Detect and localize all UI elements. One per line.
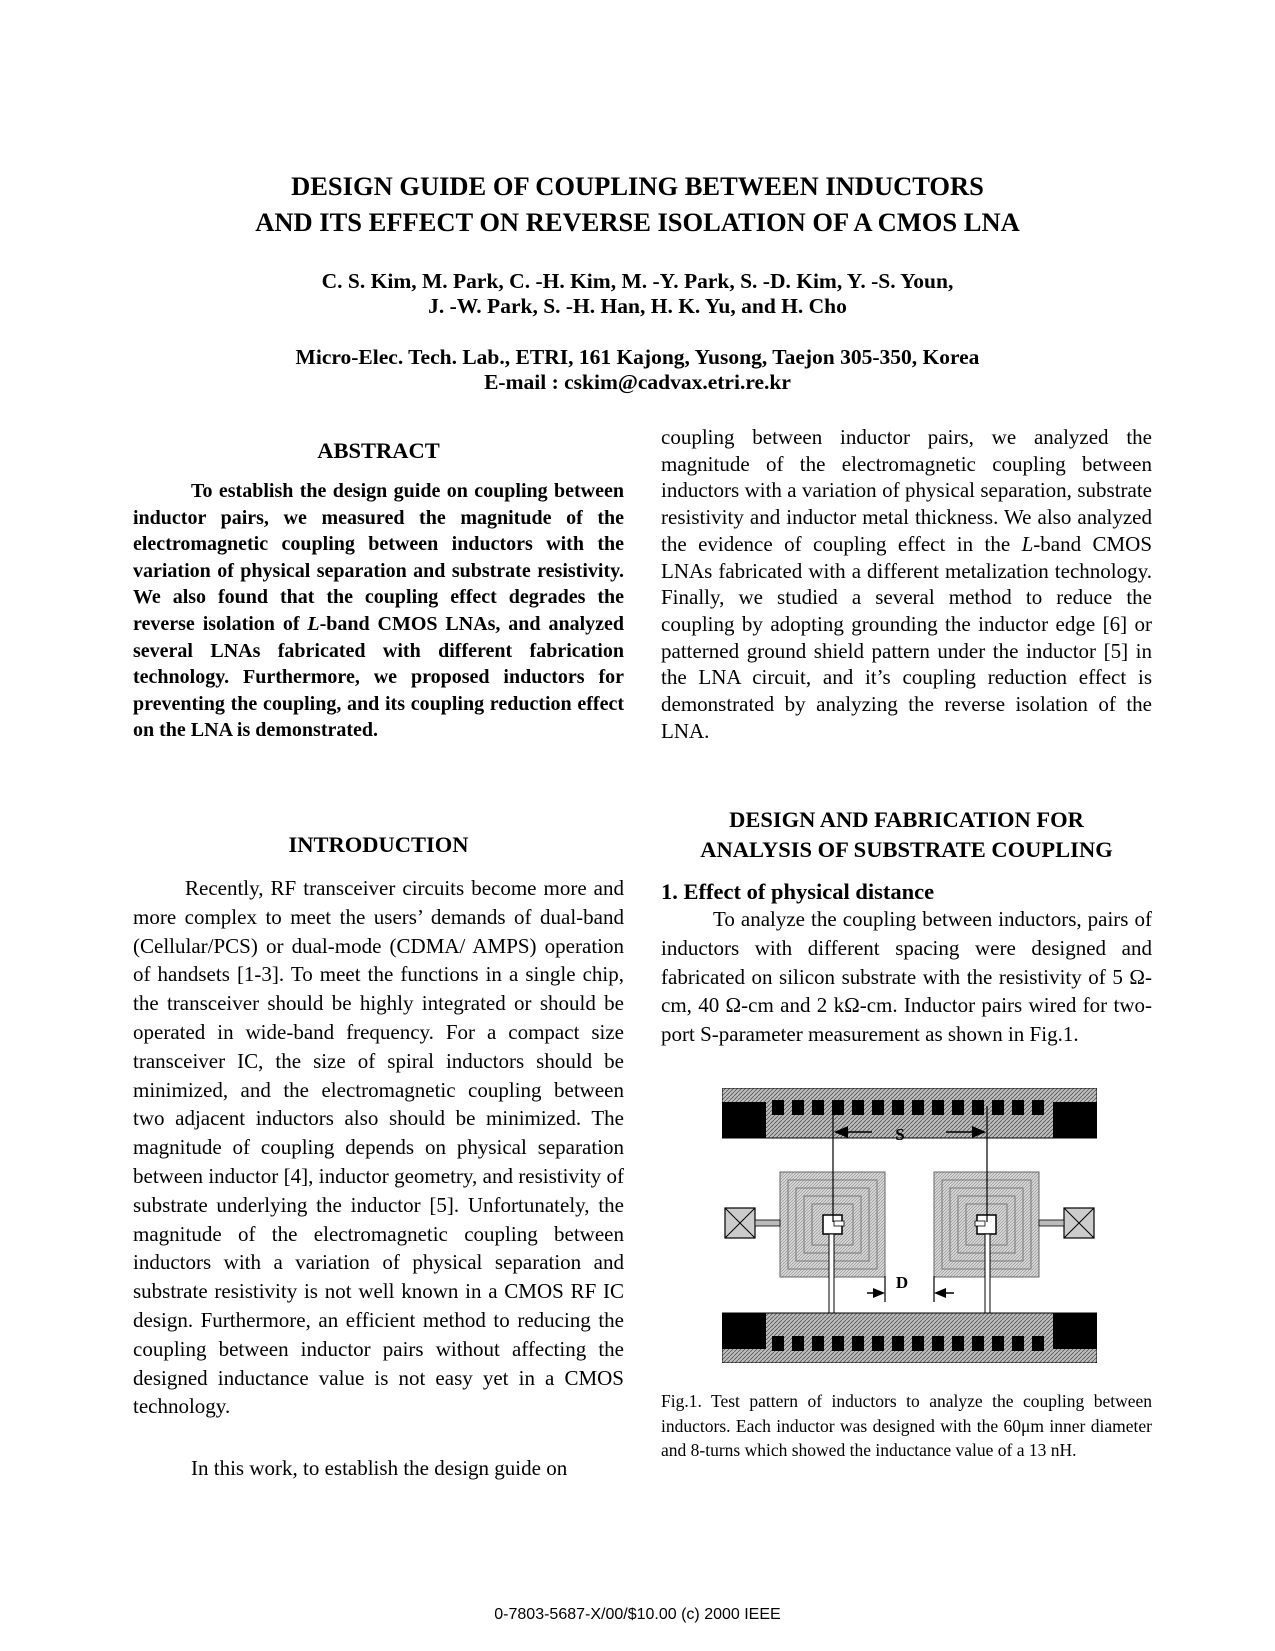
abstract-italic-l: L xyxy=(307,612,320,635)
affiliation-line: Micro-Elec. Tech. Lab., ETRI, 161 Kajong, Yusong, Taejon 305-350, Korea xyxy=(295,345,980,369)
introduction-paragraph-2: In this work, to establish the design guide on xyxy=(191,1456,568,1480)
abstract-body xyxy=(133,478,624,744)
top-left-pad xyxy=(722,1102,766,1138)
paper-title xyxy=(150,168,1125,240)
label-s: S xyxy=(895,1125,905,1144)
design-heading-line-2: ANALYSIS OF SUBSTRATE COUPLING xyxy=(700,837,1113,862)
title-line-2: AND ITS EFFECT ON REVERSE ISOLATION OF A CMOS LNA xyxy=(255,207,1020,237)
affiliation xyxy=(150,345,1125,395)
inductor-test-pattern-figure xyxy=(722,1088,1097,1363)
section-1-paragraph: To analyze the coupling between inductors, pairs of inductors with different spacing were designed and fabricated on silicon substrate with the resistivity of 5 Ω-cm, 40 Ω-cm and 2 kΩ-cm. Inductor pairs wired for two-port S-parameter measurement as shown in Fig.1. xyxy=(661,907,1152,1047)
left-signal-pad xyxy=(725,1208,780,1238)
design-section-heading xyxy=(661,805,1152,865)
authors-line-1: C. S. Kim, M. Park, C. -H. Kim, M. -Y. Park, S. -D. Kim, Y. -S. Youn, xyxy=(321,269,954,293)
bottom-left-pad xyxy=(722,1313,766,1349)
authors-line-2: J. -W. Park, S. -H. Han, H. K. Yu, and H. Cho xyxy=(428,294,847,318)
title-line-1: DESIGN GUIDE OF COUPLING BETWEEN INDUCTORS xyxy=(291,171,984,201)
abstract-text-b: -band CMOS LNAs, and analyzed several LNAs fabricated with different fabrication technology. Furthermore, we proposed inductors for preventing the coupling, and its coupling reduction effect on the LNA is demonstrated. xyxy=(133,612,624,742)
abstract-text-a: To establish the design guide on coupling between inductor pairs, we measured the magnitude of the electromagnetic coupling between inductors with the variation of physical separation and substrate resistivity. We also found that the coupling effect degrades the reverse isolation of xyxy=(133,480,624,635)
right-text-a: coupling between inductor pairs, we analyzed the magnitude of the electromagnetic coupling between inductors with a variation of physical separation, substrate resistivity and inductor metal thickness. We also analyzed the evidence of coupling effect in the xyxy=(661,425,1152,556)
copyright-footer: 0-7803-5687-X/00/$10.00 (c) 2000 IEEE xyxy=(494,1606,781,1623)
bottom-right-pad xyxy=(1053,1313,1097,1349)
figure-caption: Fig.1. Test pattern of inductors to analyze the coupling between inductors. Each inductor was designed with the 60μm inner diameter and 8-turns which showed the inductance value of a 13 nH. xyxy=(661,1391,1152,1460)
introduction-paragraph-1: Recently, RF transceiver circuits become more and more complex to meet the users’ demands of dual-band (Cellular/PCS) or dual-mode (CDMA/ AMPS) operation of handsets [1-3]. To meet the functions in a single chip, the transceiver should be highly integrated or should be operated in wide-band frequency. For a compact size transceiver IC, the size of spiral inductors should be minimized, and the electromagnetic coupling between two adjacent inductors also should be minimized. The magnitude of coupling depends on physical separation between inductor [4], inductor geometry, and resistivity of substrate underlying the inductor [5]. Unfortunately, the magnitude of the electromagnetic coupling between inductors with a variation of physical separation and substrate resistivity is not well known in a CMOS RF IC design. Furthermore, an efficient method to reducing the coupling between inductor pairs without affecting the designed inductance value is not easy yet in a CMOS technology. xyxy=(133,876,624,1419)
subsection-heading: 1. Effect of physical distance xyxy=(661,879,935,904)
abstract-heading: ABSTRACT xyxy=(317,438,440,463)
label-d: D xyxy=(895,1273,909,1292)
right-signal-pad xyxy=(1039,1208,1094,1238)
right-column-paragraph xyxy=(661,424,1152,744)
introduction-heading: INTRODUCTION xyxy=(288,832,469,857)
design-heading-line-1: DESIGN AND FABRICATION FOR xyxy=(729,807,1084,832)
right-text-b: -band CMOS LNAs fabricated with a different metalization technology. Finally, we studied a several method to reduce the coupling by adopting grounding the inductor edge [6] or patterned ground shield pattern under the inductor [5] in the LNA circuit, and it’s coupling reduction effect is demonstrated by analyzing the reverse isolation of the LNA. xyxy=(661,531,1153,743)
top-right-pad xyxy=(1053,1102,1097,1138)
author-list xyxy=(150,269,1125,319)
right-italic-l: L xyxy=(1021,531,1034,556)
email-line: E-mail : cskim@cadvax.etri.re.kr xyxy=(484,370,791,394)
